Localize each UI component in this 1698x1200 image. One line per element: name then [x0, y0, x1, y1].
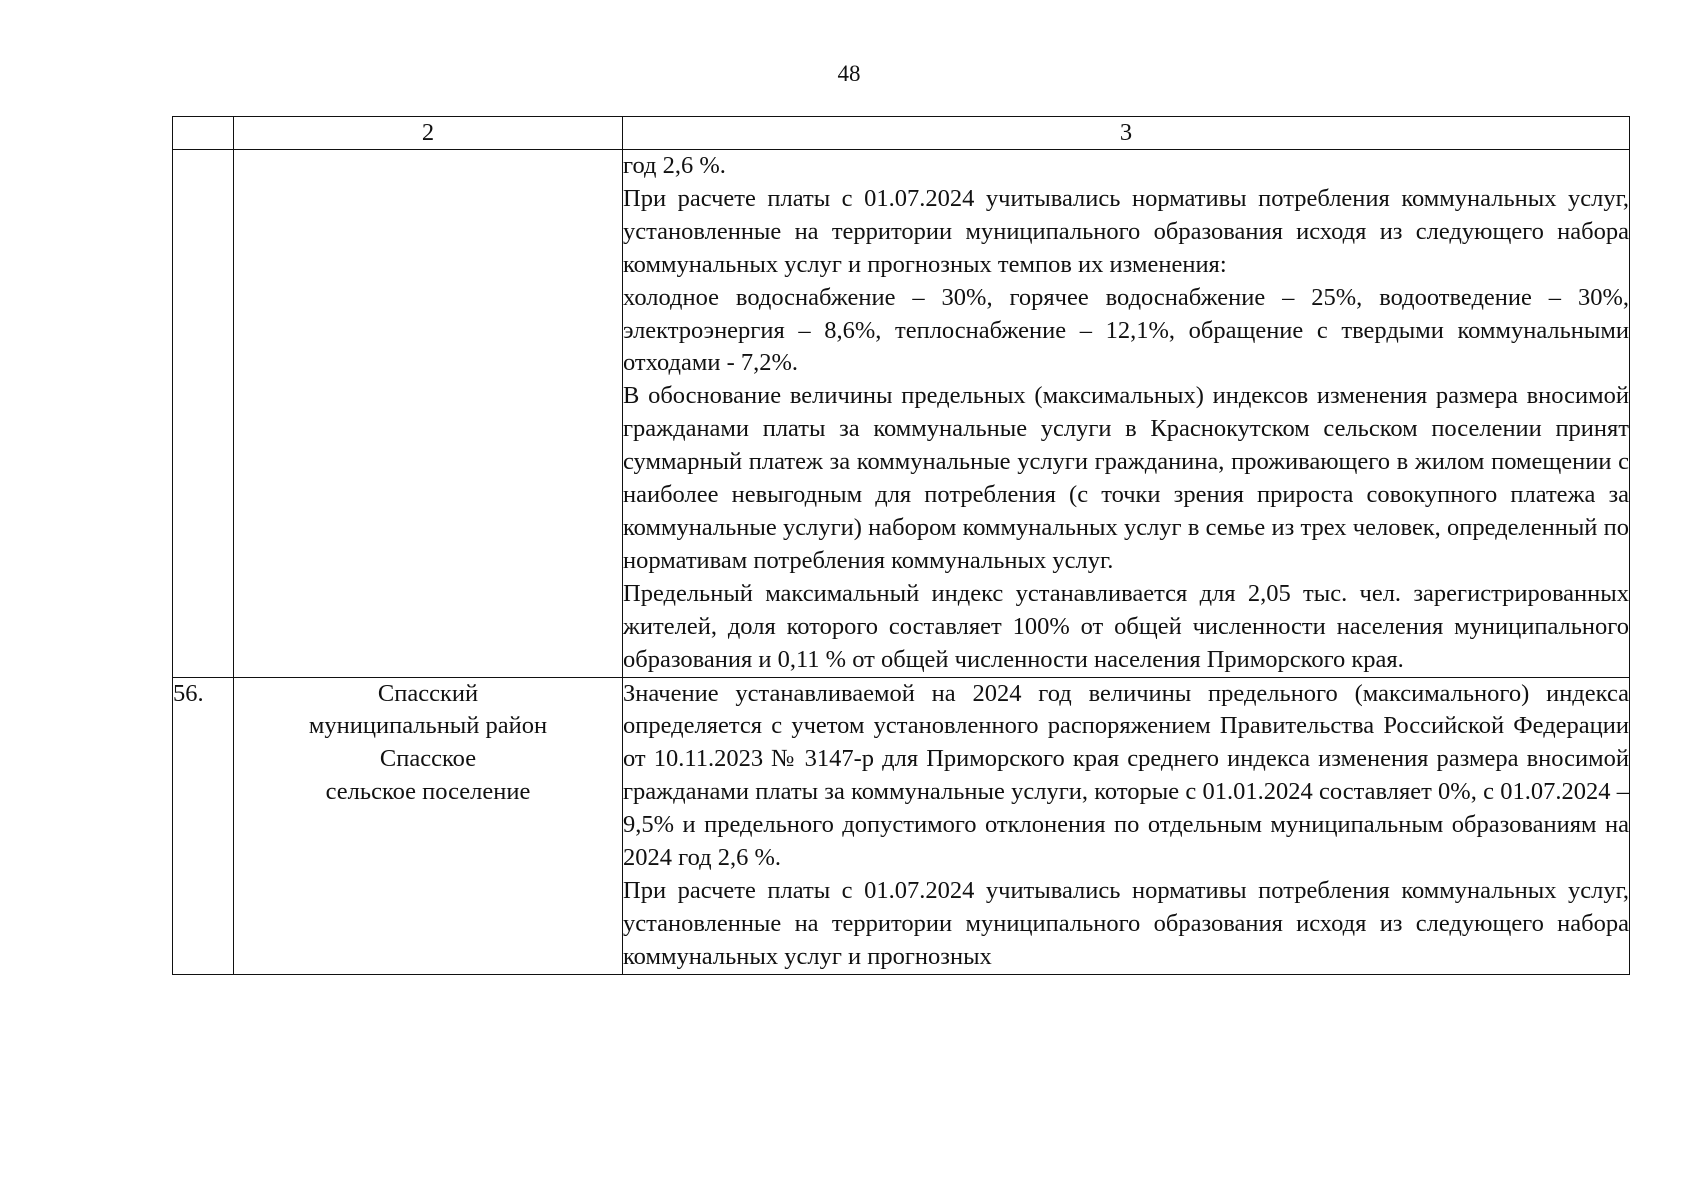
district-line: сельское поселение: [325, 778, 531, 806]
paragraph: В обоснование величины предельных (максимальных) индексов изменения размера вносимой гражданами платы за коммунальные услуги в Краснокутском сельском поселении принят суммарный платеж за коммунальные услуги гражданина, проживающего в жилом помещении с наиболее невыгодным для потребления (с точки зрения прироста совокупного платежа за коммунальные услуги) набором коммунальных услуг в семье из трех человек, определенный по нормативам потребления коммунальных услуг.: [623, 382, 1629, 574]
paragraph: При расчете платы с 01.07.2024 учитывались нормативы потребления коммунальных услуг, установленные на территории муниципального образования исходя из следующего набора коммунальных услуг и прогнозных темпов их изменения:: [623, 184, 1629, 278]
district-cell: [234, 677, 623, 974]
header-cell-1: [173, 117, 234, 150]
row-number-cell: 56.: [173, 677, 234, 974]
district-line: Спасский: [377, 679, 479, 707]
description-cell: [623, 677, 1630, 974]
district-cell: [234, 150, 623, 678]
row-number-cell: [173, 150, 234, 678]
district-line: муниципальный район: [308, 712, 548, 740]
paragraph: год 2,6 %.: [623, 152, 726, 179]
description-cell: [623, 150, 1630, 678]
document-table: [172, 116, 1630, 975]
paragraph: холодное водоснабжение – 30%, горячее водоснабжение – 25%, водоотведение – 30%, электроэнергия – 8,6%, теплоснабжение – 12,1%, обращение с твердыми коммунальными отходами - 7,2%.: [623, 283, 1629, 377]
paragraph: Значение устанавливаемой на 2024 год величины предельного (максимального) индекса определяется с учетом установленного распоряжением Правительства Российской Федерации от 10.11.2023 № 3147-р для Приморского края среднего индекса изменения размера вносимой гражданами платы за коммунальные услуги, которые с 01.01.2024 составляет 0%, с 01.07.2024 – 9,5% и предельного допустимого отклонения по отдельным муниципальным образованиям на 2024 год 2,6 %.: [623, 679, 1629, 872]
table-header-row: [173, 117, 1630, 150]
paragraph: При расчете платы с 01.07.2024 учитывались нормативы потребления коммунальных услуг, установленные на территории муниципального образования исходя из следующего набора коммунальных услуг и прогнозных: [623, 876, 1629, 970]
page-number: 48: [837, 61, 861, 86]
district-line: Спасское: [379, 745, 477, 773]
paragraph: Предельный максимальный индекс устанавливается для 2,05 тыс. чел. зарегистрированных жителей, доля которого составляет 100% от общей численности населения муниципального образования и 0,11 % от общей численности населения Приморского края.: [623, 579, 1629, 673]
table-row-56: [173, 677, 1630, 974]
table-row-continued: [173, 150, 1630, 678]
header-cell-3: 3: [623, 117, 1630, 150]
header-cell-2: 2: [234, 117, 623, 150]
